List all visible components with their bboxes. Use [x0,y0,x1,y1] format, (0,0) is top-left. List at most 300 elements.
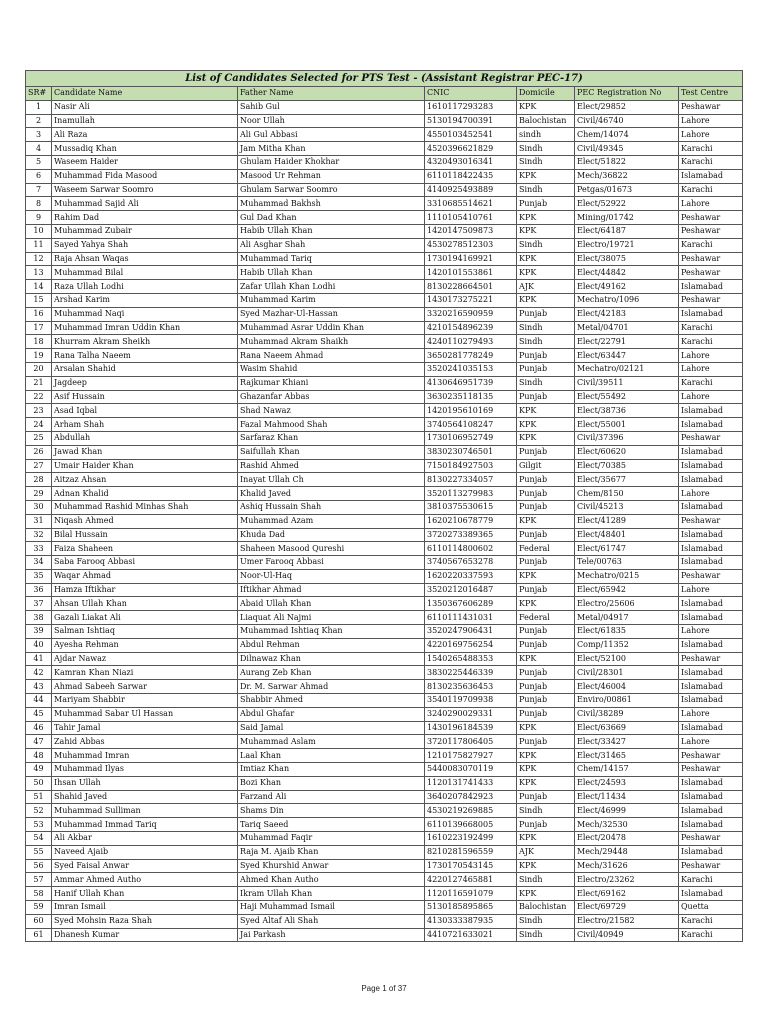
title-row [26,71,743,87]
cnic-cell: 3740564108247 [425,418,517,432]
cnic-cell: 1540265488353 [425,652,517,666]
pec-registration-cell: Chem/8150 [575,487,679,501]
sr-cell: 22 [26,390,52,404]
candidate-name-cell: Inamullah [52,114,238,128]
domicile-cell: sindh [517,128,575,142]
table-row [26,238,743,252]
cnic-cell: 5130185895865 [425,901,517,915]
candidate-name-cell: Muhammad Sabar Ul Hassan [52,707,238,721]
candidate-name-cell: Waqar Ahmad [52,569,238,583]
sr-cell: 33 [26,542,52,556]
table-row [26,680,743,694]
table-row [26,211,743,225]
cnic-cell: 3630235118135 [425,390,517,404]
table-row [26,652,743,666]
pec-registration-cell: Elect/24593 [575,776,679,790]
cnic-cell: 1210175827927 [425,749,517,763]
pec-registration-cell: Elect/52922 [575,197,679,211]
candidate-name-cell: Faiza Shaheen [52,542,238,556]
father-name-cell: Muhammad Aslam [238,735,425,749]
father-name-cell: Rana Naeem Ahmad [238,349,425,363]
pec-registration-cell: Elect/69729 [575,901,679,915]
pec-registration-cell: Mining/01742 [575,211,679,225]
domicile-cell: Punjab [517,707,575,721]
candidate-name-cell: Syed Faisal Anwar [52,859,238,873]
sr-cell: 57 [26,873,52,887]
domicile-cell: KPK [517,569,575,583]
candidate-name-cell: Syed Mohsin Raza Shah [52,914,238,928]
candidate-name-cell: Bilal Hussain [52,528,238,542]
domicile-cell: Federal [517,542,575,556]
sr-cell: 1 [26,100,52,114]
pec-registration-cell: Chem/14157 [575,763,679,777]
test-centre-cell: Islamabad [679,542,743,556]
cnic-cell: 3520113279983 [425,487,517,501]
candidate-name-cell: Naveed Ajaib [52,845,238,859]
domicile-cell: Federal [517,611,575,625]
domicile-cell: KPK [517,652,575,666]
domicile-cell: Sindh [517,155,575,169]
sr-cell: 48 [26,749,52,763]
table-row [26,721,743,735]
domicile-cell: KPK [517,776,575,790]
father-name-cell: Umer Farooq Abbasi [238,556,425,570]
candidate-name-cell: Muhammad Immad Tariq [52,818,238,832]
pec-registration-cell: Elect/69162 [575,887,679,901]
header-pec-registration: PEC Registration No [575,87,679,101]
pec-registration-cell: Elect/63447 [575,349,679,363]
candidate-name-cell: Niqash Ahmed [52,514,238,528]
pec-registration-cell: Elect/48401 [575,528,679,542]
sr-cell: 45 [26,707,52,721]
pec-registration-cell: Elect/41289 [575,514,679,528]
pec-registration-cell: Civil/45213 [575,500,679,514]
domicile-cell: KPK [517,211,575,225]
candidate-name-cell: Abdullah [52,431,238,445]
domicile-cell: Sindh [517,914,575,928]
sr-cell: 41 [26,652,52,666]
cnic-cell: 4520396621829 [425,142,517,156]
pec-registration-cell: Elect/61747 [575,542,679,556]
cnic-cell: 3740567653278 [425,556,517,570]
table-row [26,569,743,583]
candidate-name-cell: Saba Farooq Abbasi [52,556,238,570]
domicile-cell: Punjab [517,625,575,639]
domicile-cell: KPK [517,749,575,763]
sr-cell: 10 [26,224,52,238]
candidates-table [25,70,743,942]
table-row [26,169,743,183]
father-name-cell: Abaid Ullah Khan [238,597,425,611]
pec-registration-cell: Civil/46740 [575,114,679,128]
test-centre-cell: Karachi [679,376,743,390]
sr-cell: 16 [26,307,52,321]
domicile-cell: KPK [517,224,575,238]
candidate-name-cell: Nasir Ali [52,100,238,114]
candidate-name-cell: Rana Talha Naeem [52,349,238,363]
cnic-cell: 1420101553861 [425,266,517,280]
table-row [26,583,743,597]
cnic-cell: 1430173275221 [425,293,517,307]
candidate-name-cell: Ihsan Ullah [52,776,238,790]
sr-cell: 59 [26,901,52,915]
cnic-cell: 3830230746501 [425,445,517,459]
domicile-cell: Punjab [517,362,575,376]
pec-registration-cell: Mechatro/0215 [575,569,679,583]
table-row [26,818,743,832]
candidate-name-cell: Raza Ullah Lodhi [52,280,238,294]
cnic-cell: 6110114800602 [425,542,517,556]
test-centre-cell: Islamabad [679,445,743,459]
cnic-cell: 8130227334057 [425,473,517,487]
cnic-cell: 3810375530615 [425,500,517,514]
test-centre-cell: Islamabad [679,169,743,183]
father-name-cell: Shaheen Masood Qureshi [238,542,425,556]
table-row [26,873,743,887]
test-centre-cell: Islamabad [679,404,743,418]
cnic-cell: 1620220337593 [425,569,517,583]
pec-registration-cell: Comp/11352 [575,638,679,652]
table-row [26,611,743,625]
father-name-cell: Ahmed Khan Autho [238,873,425,887]
candidate-name-cell: Arsalan Shahid [52,362,238,376]
header-candidate-name: Candidate Name [52,87,238,101]
table-row [26,362,743,376]
candidate-name-cell: Ayesha Rehman [52,638,238,652]
father-name-cell: Ikram Ullah Khan [238,887,425,901]
domicile-cell: Punjab [517,790,575,804]
sr-cell: 40 [26,638,52,652]
test-centre-cell: Islamabad [679,528,743,542]
domicile-cell: Punjab [517,197,575,211]
pec-registration-cell: Elect/55492 [575,390,679,404]
test-centre-cell: Peshawar [679,652,743,666]
domicile-cell: Punjab [517,666,575,680]
table-row [26,666,743,680]
father-name-cell: Masood Ur Rehman [238,169,425,183]
test-centre-cell: Karachi [679,335,743,349]
candidate-name-cell: Arham Shah [52,418,238,432]
candidate-name-cell: Asif Hussain [52,390,238,404]
father-name-cell: Muhammad Faqir [238,832,425,846]
test-centre-cell: Peshawar [679,763,743,777]
test-centre-cell: Islamabad [679,280,743,294]
cnic-cell: 1620210678779 [425,514,517,528]
pec-registration-cell: Elect/29852 [575,100,679,114]
father-name-cell: Raja M. Ajaib Khan [238,845,425,859]
test-centre-cell: Islamabad [679,680,743,694]
pec-registration-cell: Mechatro/02121 [575,362,679,376]
domicile-cell: Punjab [517,680,575,694]
domicile-cell: Punjab [517,818,575,832]
father-name-cell: Syed Khurshid Anwar [238,859,425,873]
candidate-name-cell: Ajdar Nawaz [52,652,238,666]
domicile-cell: Sindh [517,804,575,818]
cnic-cell: 5130194700391 [425,114,517,128]
father-name-cell: Ali Asghar Shah [238,238,425,252]
sr-cell: 36 [26,583,52,597]
table-body [26,100,743,942]
father-name-cell: Rajkumar Khiani [238,376,425,390]
cnic-cell: 3720117806405 [425,735,517,749]
table-row [26,100,743,114]
pec-registration-cell: Chem/14074 [575,128,679,142]
sr-cell: 3 [26,128,52,142]
table-row [26,404,743,418]
candidate-name-cell: Mussadiq Khan [52,142,238,156]
table-row [26,514,743,528]
test-centre-cell: Islamabad [679,721,743,735]
table-row [26,335,743,349]
pec-registration-cell: Electro/25606 [575,597,679,611]
pec-registration-cell: Enviro/00861 [575,694,679,708]
candidate-name-cell: Ahsan Ullah Khan [52,597,238,611]
candidate-name-cell: Ahmad Sabeeh Sarwar [52,680,238,694]
domicile-cell: KPK [517,832,575,846]
table-row [26,928,743,942]
domicile-cell: AJK [517,845,575,859]
sr-cell: 43 [26,680,52,694]
test-centre-cell: Peshawar [679,100,743,114]
cnic-cell: 1110105410761 [425,211,517,225]
candidate-name-cell: Mariyam Shabbir [52,694,238,708]
candidate-name-cell: Tahir Jamal [52,721,238,735]
cnic-cell: 8130235636453 [425,680,517,694]
test-centre-cell: Lahore [679,707,743,721]
father-name-cell: Rashid Ahmed [238,459,425,473]
domicile-cell: KPK [517,100,575,114]
table-row [26,307,743,321]
domicile-cell: KPK [517,293,575,307]
candidate-name-cell: Raja Ahsan Waqas [52,252,238,266]
domicile-cell: Punjab [517,694,575,708]
test-centre-cell: Islamabad [679,845,743,859]
candidate-name-cell: Ammar Ahmed Autho [52,873,238,887]
pec-registration-cell: Elect/49162 [575,280,679,294]
candidate-name-cell: Rahim Dad [52,211,238,225]
sr-cell: 5 [26,155,52,169]
domicile-cell: KPK [517,404,575,418]
test-centre-cell: Karachi [679,873,743,887]
table-row [26,142,743,156]
cnic-cell: 1610117293283 [425,100,517,114]
father-name-cell: Muhammad Bakhsh [238,197,425,211]
test-centre-cell: Islamabad [679,694,743,708]
table-row [26,155,743,169]
cnic-cell: 4210154896239 [425,321,517,335]
domicile-cell: KPK [517,514,575,528]
domicile-cell: KPK [517,252,575,266]
test-centre-cell: Islamabad [679,818,743,832]
candidate-name-cell: Jawad Khan [52,445,238,459]
domicile-cell: Punjab [517,500,575,514]
sr-cell: 9 [26,211,52,225]
father-name-cell: Haji Muhammad Ismail [238,901,425,915]
table-row [26,763,743,777]
table-row [26,556,743,570]
father-name-cell: Syed Mazhar-Ul-Hassan [238,307,425,321]
pec-registration-cell: Civil/40949 [575,928,679,942]
pec-registration-cell: Elect/38736 [575,404,679,418]
domicile-cell: Punjab [517,473,575,487]
test-centre-cell: Islamabad [679,804,743,818]
pec-registration-cell: Elect/60620 [575,445,679,459]
sr-cell: 55 [26,845,52,859]
cnic-cell: 4530278512303 [425,238,517,252]
cnic-cell: 3540119709938 [425,694,517,708]
table-row [26,252,743,266]
table-row [26,376,743,390]
page-footer: Page 1 of 37 [361,984,407,993]
test-centre-cell: Peshawar [679,252,743,266]
father-name-cell: Noor Ullah [238,114,425,128]
cnic-cell: 1420195610169 [425,404,517,418]
father-name-cell: Wasim Shahid [238,362,425,376]
cnic-cell: 4130333387935 [425,914,517,928]
domicile-cell: KPK [517,859,575,873]
father-name-cell: Ali Gul Abbasi [238,128,425,142]
domicile-cell: Punjab [517,445,575,459]
pec-registration-cell: Elect/70385 [575,459,679,473]
test-centre-cell: Peshawar [679,266,743,280]
test-centre-cell: Lahore [679,487,743,501]
table-row [26,887,743,901]
father-name-cell: Dr. M. Sarwar Ahmad [238,680,425,694]
domicile-cell: AJK [517,280,575,294]
sr-cell: 38 [26,611,52,625]
candidate-name-cell: Hamza Iftikhar [52,583,238,597]
candidate-name-cell: Muhammad Fida Masood [52,169,238,183]
table-row [26,804,743,818]
domicile-cell: Punjab [517,735,575,749]
father-name-cell: Khalid Javed [238,487,425,501]
domicile-cell: Gilgit [517,459,575,473]
table-row [26,707,743,721]
pec-registration-cell: Elect/52100 [575,652,679,666]
table-row [26,197,743,211]
sr-cell: 37 [26,597,52,611]
candidate-name-cell: Muhammad Sulliman [52,804,238,818]
pec-registration-cell: Elect/42183 [575,307,679,321]
candidate-name-cell: Adnan Khalid [52,487,238,501]
pec-registration-cell: Civil/39511 [575,376,679,390]
domicile-cell: Sindh [517,928,575,942]
pec-registration-cell: Elect/46999 [575,804,679,818]
candidate-name-cell: Muhammad Rashid Minhas Shah [52,500,238,514]
table-row [26,625,743,639]
pec-registration-cell: Elect/22791 [575,335,679,349]
pec-registration-cell: Civil/49345 [575,142,679,156]
sr-cell: 11 [26,238,52,252]
sr-cell: 7 [26,183,52,197]
pec-registration-cell: Mech/32530 [575,818,679,832]
domicile-cell: Punjab [517,390,575,404]
pec-registration-cell: Civil/28301 [575,666,679,680]
test-centre-cell: Islamabad [679,776,743,790]
candidate-name-cell: Muhammad Sajid Ali [52,197,238,211]
father-name-cell: Muhammad Asrar Uddin Khan [238,321,425,335]
table-row [26,266,743,280]
test-centre-cell: Karachi [679,914,743,928]
father-name-cell: Shad Nawaz [238,404,425,418]
sr-cell: 27 [26,459,52,473]
header-domicile: Domicile [517,87,575,101]
test-centre-cell: Islamabad [679,418,743,432]
table-row [26,542,743,556]
father-name-cell: Noor-Ul-Haq [238,569,425,583]
sr-cell: 39 [26,625,52,639]
cnic-cell: 3310685514621 [425,197,517,211]
cnic-cell: 3720273389365 [425,528,517,542]
cnic-cell: 1730106952749 [425,431,517,445]
cnic-cell: 1420147509873 [425,224,517,238]
cnic-cell: 3520241035153 [425,362,517,376]
table-row [26,293,743,307]
pec-registration-cell: Electro/21582 [575,914,679,928]
pec-registration-cell: Electro/23262 [575,873,679,887]
domicile-cell: KPK [517,721,575,735]
candidate-name-cell: Ali Raza [52,128,238,142]
cnic-cell: 1120131741433 [425,776,517,790]
header-row [26,87,743,101]
sr-cell: 53 [26,818,52,832]
cnic-cell: 7150184927503 [425,459,517,473]
pec-registration-cell: Elect/65942 [575,583,679,597]
cnic-cell: 1730194169921 [425,252,517,266]
test-centre-cell: Islamabad [679,611,743,625]
test-centre-cell: Peshawar [679,514,743,528]
domicile-cell: Sindh [517,376,575,390]
sr-cell: 51 [26,790,52,804]
test-centre-cell: Lahore [679,362,743,376]
domicile-cell: Balochistan [517,901,575,915]
domicile-cell: Punjab [517,307,575,321]
sr-cell: 34 [26,556,52,570]
test-centre-cell: Peshawar [679,224,743,238]
father-name-cell: Muhammad Ishtiaq Khan [238,625,425,639]
pec-registration-cell: Elect/35677 [575,473,679,487]
father-name-cell: Farzand Ali [238,790,425,804]
cnic-cell: 3650281778249 [425,349,517,363]
father-name-cell: Jam Mitha Khan [238,142,425,156]
candidate-name-cell: Ali Akbar [52,832,238,846]
sr-cell: 15 [26,293,52,307]
father-name-cell: Said Jamal [238,721,425,735]
candidate-name-cell: Salman Ishtiaq [52,625,238,639]
cnic-cell: 1730170543145 [425,859,517,873]
domicile-cell: Sindh [517,142,575,156]
sr-cell: 21 [26,376,52,390]
father-name-cell: Abdul Rehman [238,638,425,652]
pec-registration-cell: Elect/61835 [575,625,679,639]
pec-registration-cell: Petgas/01673 [575,183,679,197]
pec-registration-cell: Elect/38075 [575,252,679,266]
header-sr: SR# [26,87,52,101]
pec-registration-cell: Mechatro/1096 [575,293,679,307]
cnic-cell: 4410721633021 [425,928,517,942]
test-centre-cell: Islamabad [679,500,743,514]
domicile-cell: KPK [517,763,575,777]
father-name-cell: Dilnawaz Khan [238,652,425,666]
cnic-cell: 4530219269885 [425,804,517,818]
table-row [26,114,743,128]
table-row [26,500,743,514]
table-row [26,473,743,487]
table-row [26,487,743,501]
pec-registration-cell: Metal/04917 [575,611,679,625]
test-centre-cell: Quetta [679,901,743,915]
sr-cell: 50 [26,776,52,790]
